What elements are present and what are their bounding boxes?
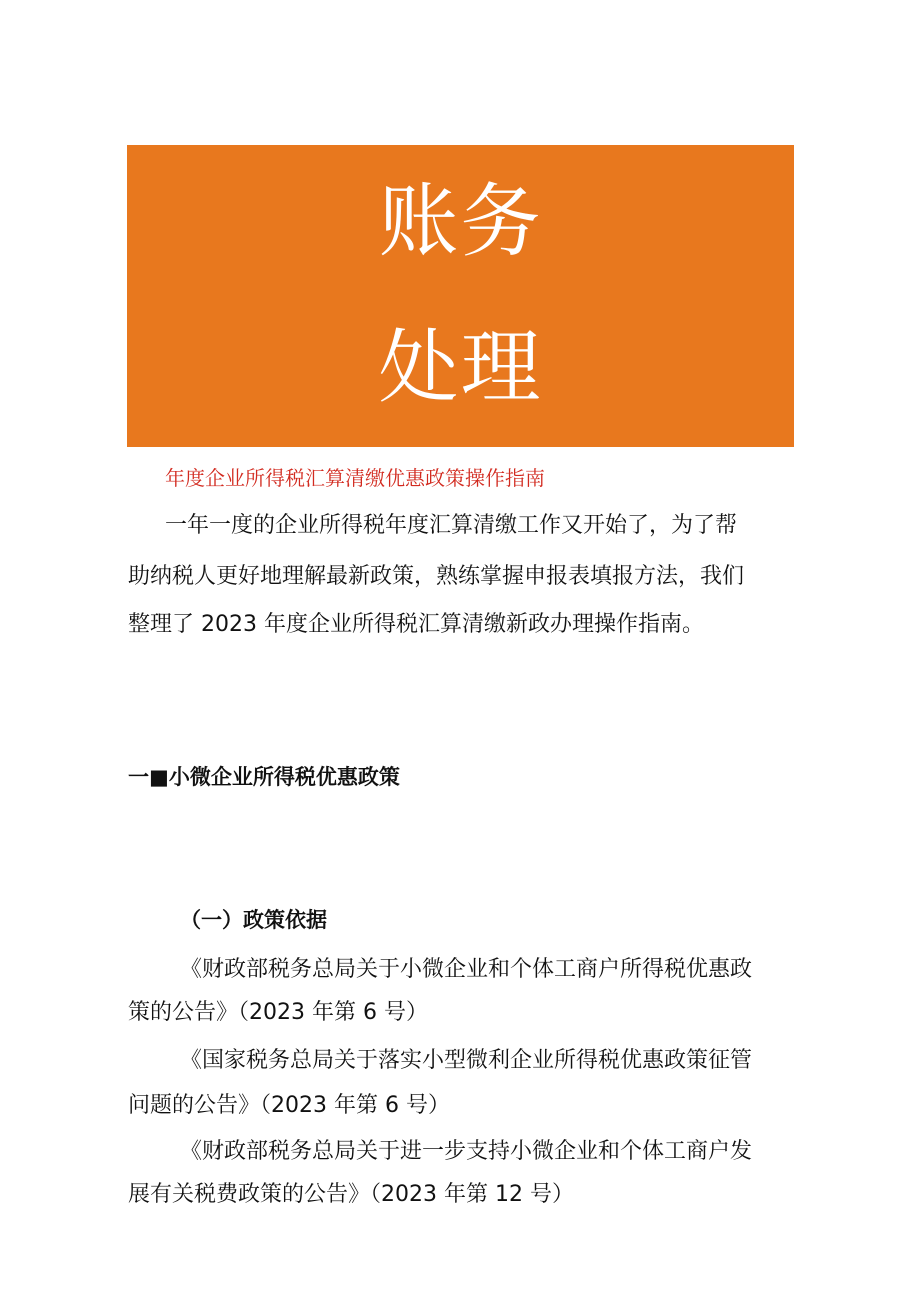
policy-reference: 问题的公告》（2023 年第 6 号）	[128, 1093, 450, 1118]
policy-reference: 展有关税费政策的公告》（2023 年第 12 号）	[128, 1182, 574, 1207]
intro-line: 整理了 2023 年度企业所得税汇算清缴新政办理操作指南。	[128, 612, 704, 637]
policy-reference: 《国家税务总局关于落实小型微利企业所得税优惠政策征管	[180, 1048, 753, 1073]
policy-reference: 策的公告》（2023 年第 6 号）	[128, 1000, 428, 1025]
banner-title-line-1: 账务	[378, 175, 543, 268]
policy-reference: 《财政部税务总局关于小微企业和个体工商户所得税优惠政	[180, 957, 753, 982]
intro-line: 助纳税人更好地理解最新政策，熟练掌握申报表填报方法，我们	[128, 564, 745, 589]
section-heading: 一■小微企业所得税优惠政策	[128, 765, 400, 789]
banner-title-line-2: 处理	[378, 321, 543, 414]
intro-line: 一年一度的企业所得税年度汇算清缴工作又开始了，为了帮	[165, 513, 738, 538]
document-subtitle: 年度企业所得税汇算清缴优惠政策操作指南	[165, 466, 545, 490]
policy-reference: 《财政部税务总局关于进一步支持小微企业和个体工商户发	[180, 1139, 753, 1164]
policy-basis-heading: （一）政策依据	[180, 908, 327, 932]
title-banner	[127, 145, 794, 447]
